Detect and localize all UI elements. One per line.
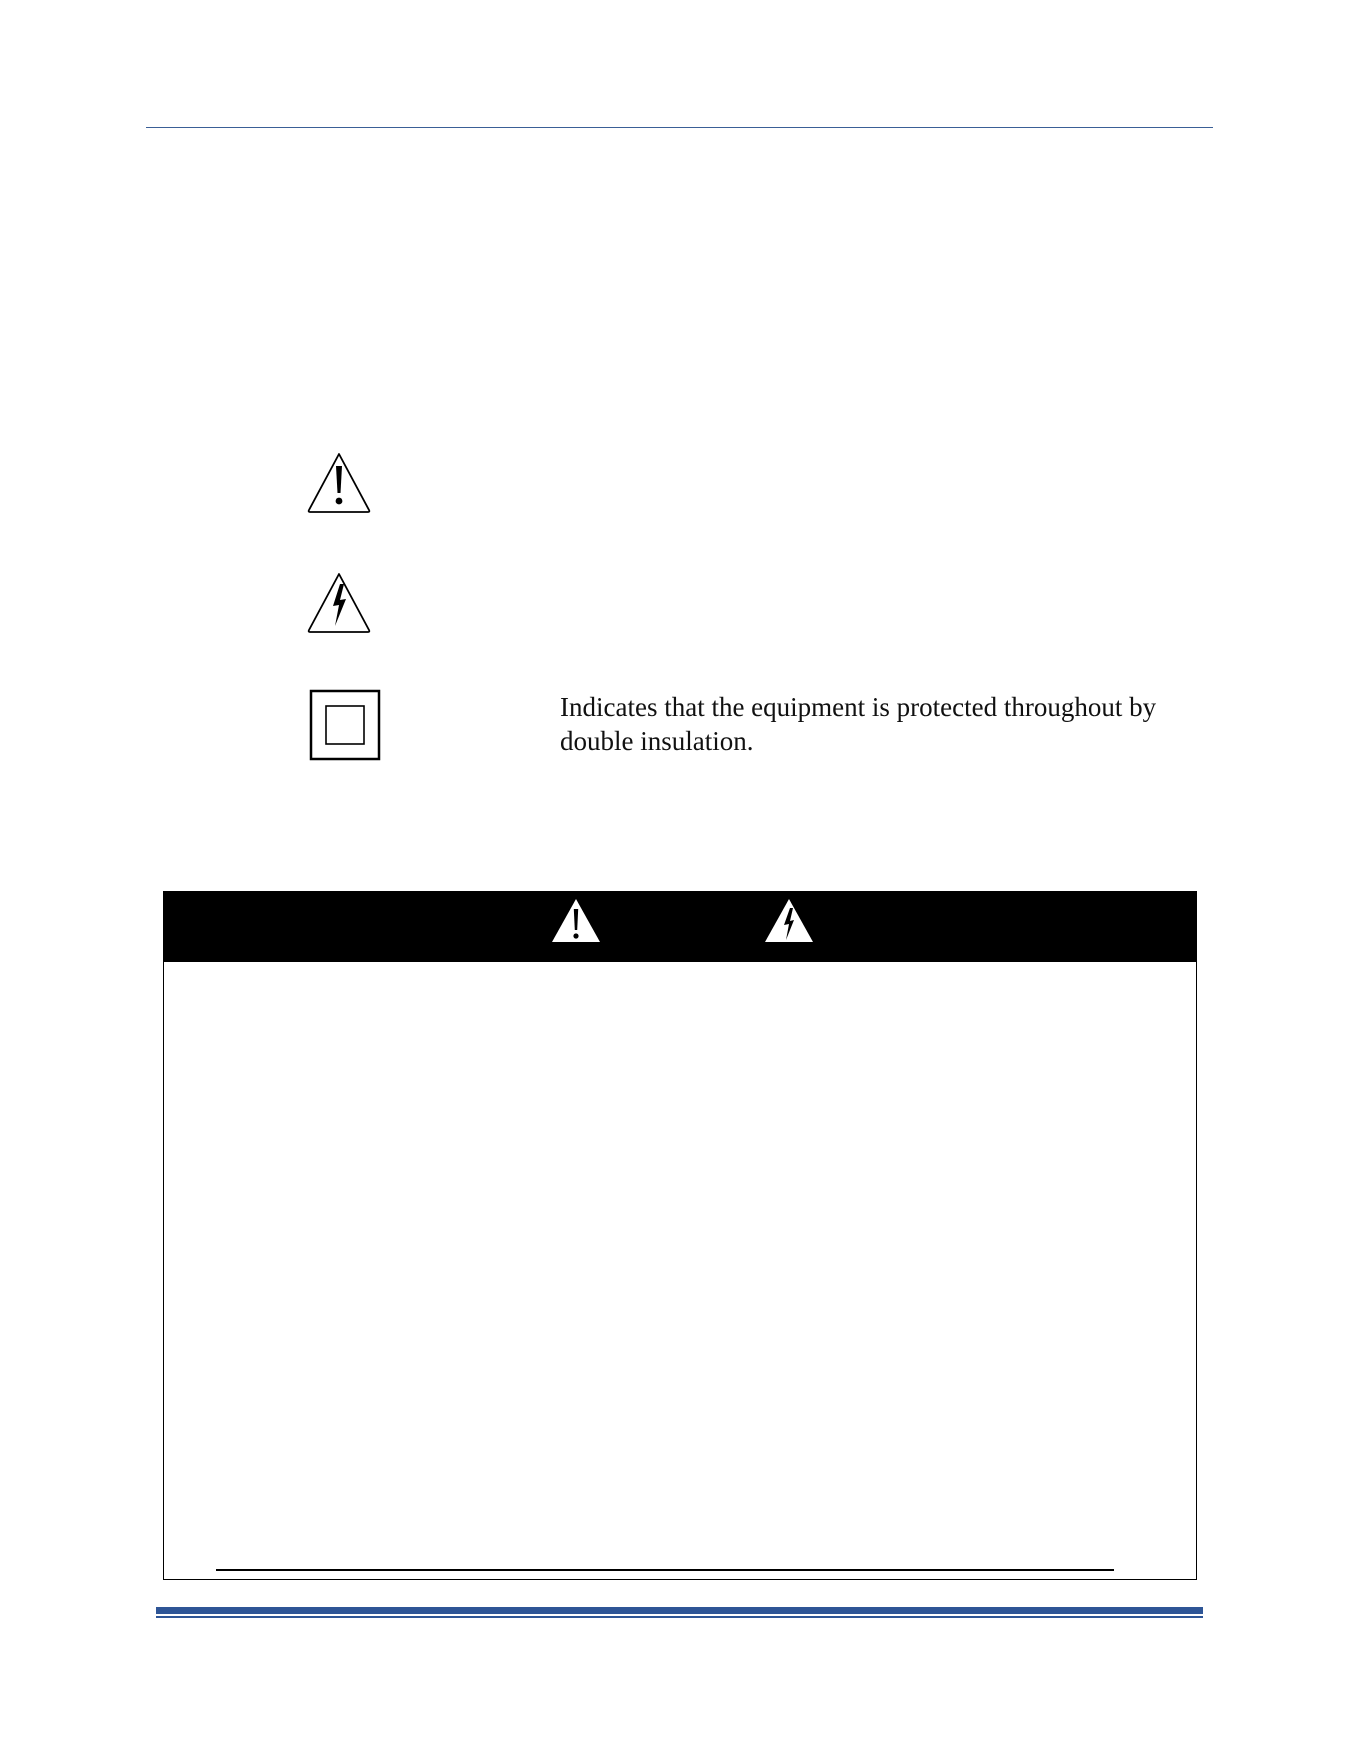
warning-header [164, 892, 1196, 962]
caution-triangle-icon [306, 450, 372, 516]
warning-box [163, 891, 1197, 1580]
warning-footer-rule [216, 1569, 1114, 1571]
header-rule [146, 127, 1213, 128]
footer-rule [156, 1607, 1203, 1614]
double-insulation-description: Indicates that the equipment is protected throughout by double insulation. [560, 692, 1157, 756]
electric-shock-triangle-icon [306, 570, 372, 636]
double-insulation-icon [309, 689, 381, 761]
electric-shock-triangle-icon [764, 898, 814, 944]
footer-rule-thin [156, 1616, 1203, 1618]
caution-triangle-icon [551, 898, 601, 944]
